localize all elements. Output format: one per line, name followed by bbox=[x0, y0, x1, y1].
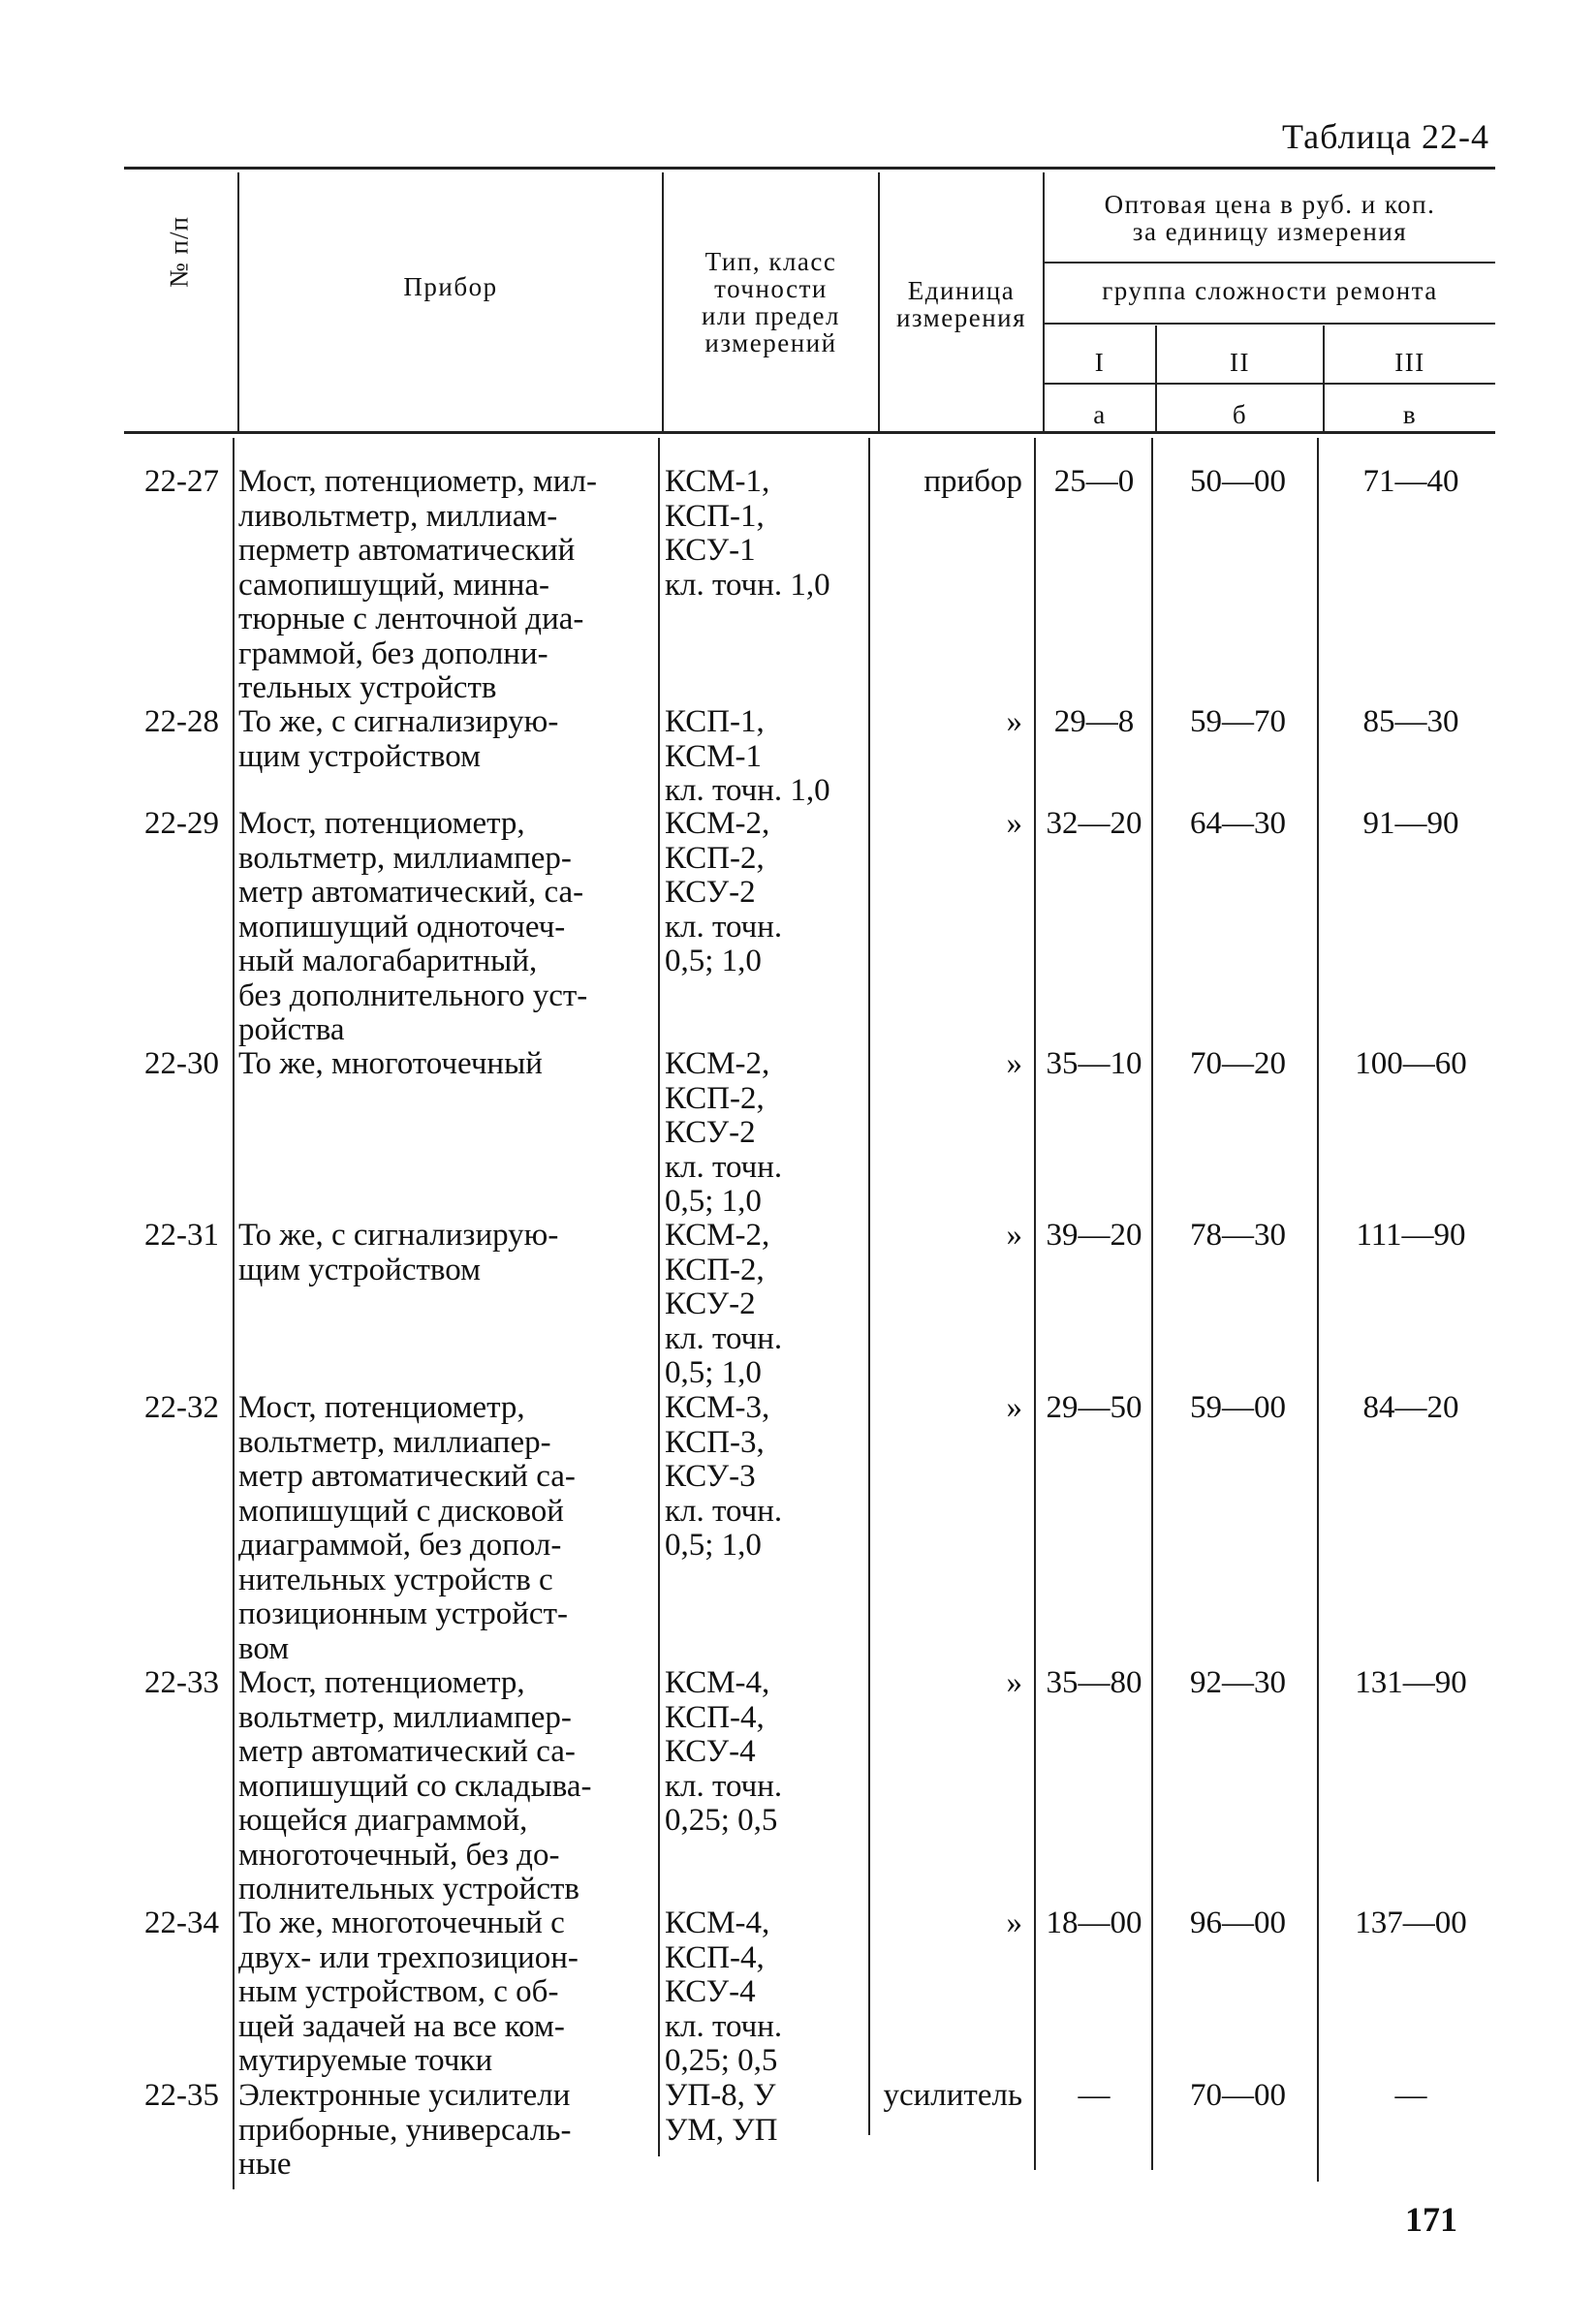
row-price-group-1: — bbox=[1078, 2078, 1111, 2113]
header-unit-line: измерения bbox=[895, 303, 1027, 332]
device-line: Мост, потенциометр, bbox=[238, 1390, 525, 1425]
row-price-group-1: 25—0 bbox=[1053, 464, 1135, 499]
row-unit: » bbox=[1006, 1665, 1022, 1700]
device-line: метр автоматический, са- bbox=[238, 875, 584, 910]
row-unit: » bbox=[1006, 704, 1022, 739]
device-line: ющейся диаграммой, bbox=[238, 1803, 528, 1838]
type-line: КСУ-2 bbox=[665, 875, 756, 910]
row-device bbox=[238, 1666, 653, 1907]
row-number: 22-35 bbox=[144, 2078, 219, 2113]
header-price bbox=[1045, 191, 1495, 245]
device-line: ливольтметр, миллиам- bbox=[238, 498, 558, 534]
device-line: самопишущий, минна- bbox=[238, 567, 550, 603]
device-line: вольтметр, миллиампер- bbox=[238, 1699, 572, 1735]
type-line: кл. точн. bbox=[665, 1768, 783, 1804]
row-price-group-2: 64—30 bbox=[1190, 806, 1286, 841]
row-unit: » bbox=[1006, 1390, 1022, 1425]
type-line: КСМ-4, bbox=[665, 1906, 770, 1940]
type-line: кл. точн. bbox=[665, 1320, 783, 1356]
type-line: КСУ-3 bbox=[665, 1459, 756, 1494]
row-price-group-2: 70—00 bbox=[1190, 2078, 1286, 2113]
type-line: кл. точн. bbox=[665, 909, 783, 945]
device-line: То же, многоточечный bbox=[238, 1046, 543, 1081]
header-rule-complexity bbox=[1045, 323, 1495, 325]
row-price-group-3: 111—90 bbox=[1356, 1218, 1466, 1253]
device-line: позиционным устройст- bbox=[238, 1596, 568, 1631]
header-letter-b: б bbox=[1232, 400, 1248, 429]
device-line: нительных устройств с bbox=[238, 1562, 553, 1597]
header-type-line: точности bbox=[714, 274, 828, 303]
header-group-2: II bbox=[1230, 348, 1250, 377]
device-line: То же, многоточечный с bbox=[238, 1906, 565, 1940]
row-price-group-1: 39—20 bbox=[1046, 1218, 1142, 1253]
row-number: 22-32 bbox=[144, 1390, 219, 1425]
device-line: щим устройством bbox=[238, 738, 482, 774]
device-line: мопишущий со складыва- bbox=[238, 1768, 592, 1804]
row-device bbox=[238, 1906, 653, 2079]
row-price-group-1: 35—10 bbox=[1046, 1046, 1142, 1081]
row-price-group-2: 96—00 bbox=[1190, 1906, 1286, 1940]
type-line: кл. точн. bbox=[665, 2008, 783, 2044]
type-line: КСП-3, bbox=[665, 1424, 765, 1460]
device-line: вольтметр, миллиапер- bbox=[238, 1424, 551, 1460]
header-price-line: Оптовая цена в руб. и коп. bbox=[1104, 190, 1436, 219]
row-type bbox=[665, 1391, 868, 1564]
device-line: полнительных устройств bbox=[238, 1872, 579, 1906]
type-line: КСП-2, bbox=[665, 840, 765, 876]
row-price-group-3: 71—40 bbox=[1362, 464, 1459, 499]
type-line: КСП-4, bbox=[665, 1939, 765, 1975]
row-price-group-3: 84—20 bbox=[1362, 1390, 1459, 1425]
type-line: КСМ-1 bbox=[665, 738, 763, 774]
row-type bbox=[665, 807, 868, 979]
row-number: 22-27 bbox=[144, 464, 219, 499]
device-line: вом bbox=[238, 1630, 290, 1666]
header-col-divider bbox=[662, 172, 664, 431]
row-number: 22-34 bbox=[144, 1906, 219, 1940]
row-price-group-3: 85—30 bbox=[1362, 704, 1459, 739]
device-line: перметр автоматический bbox=[238, 533, 576, 568]
row-number: 22-29 bbox=[144, 806, 219, 841]
header-rule-price bbox=[1045, 262, 1495, 263]
header-group-1: I bbox=[1094, 348, 1106, 377]
row-price-group-2: 78—30 bbox=[1190, 1218, 1286, 1253]
type-line: КСУ-2 bbox=[665, 1115, 756, 1150]
row-price-group-1: 29—8 bbox=[1053, 704, 1135, 739]
header-number: № п/п bbox=[164, 216, 194, 288]
row-type bbox=[665, 1906, 868, 2079]
device-line: тельных устройств bbox=[238, 670, 497, 705]
row-type bbox=[665, 1219, 868, 1391]
row-number: 22-28 bbox=[144, 704, 219, 739]
row-unit: » bbox=[1006, 1906, 1022, 1940]
device-line: ным устройством, с об- bbox=[238, 1974, 559, 2009]
row-type bbox=[665, 1666, 868, 1839]
row-device bbox=[238, 1047, 653, 1082]
type-line: КСП-2, bbox=[665, 1080, 765, 1116]
row-device bbox=[238, 1391, 653, 1666]
type-line: кл. точн. 1,0 bbox=[665, 567, 830, 603]
header-col-divider bbox=[237, 172, 239, 431]
row-type bbox=[665, 2079, 868, 2148]
type-line: 0,25; 0,5 bbox=[665, 1803, 778, 1838]
device-line: Электронные усилители bbox=[238, 2078, 571, 2113]
row-device bbox=[238, 2079, 653, 2183]
row-price-group-1: 32—20 bbox=[1046, 806, 1142, 841]
page-number: 171 bbox=[1405, 2200, 1457, 2239]
type-line: 0,5; 1,0 bbox=[665, 1355, 762, 1390]
device-line: ный малогабаритный, bbox=[238, 944, 538, 978]
device-line: мопишущий с дисковой bbox=[238, 1493, 564, 1529]
device-line: Мост, потенциометр, bbox=[238, 806, 525, 841]
device-line: ные bbox=[238, 2147, 292, 2182]
type-line: кл. точн. bbox=[665, 1493, 783, 1529]
row-device bbox=[238, 705, 653, 774]
type-line: КСУ-4 bbox=[665, 1734, 756, 1769]
device-line: метр автоматический са- bbox=[238, 1734, 576, 1769]
type-line: КСМ-2, bbox=[665, 806, 770, 841]
header-price-line: за единицу измерения bbox=[1132, 217, 1408, 246]
device-line: мутируемые точки bbox=[238, 2043, 493, 2078]
row-device bbox=[238, 807, 653, 1048]
type-line: КСУ-1 bbox=[665, 533, 756, 568]
type-line: КСП-2, bbox=[665, 1252, 765, 1287]
device-line: без дополнительного уст- bbox=[238, 977, 588, 1013]
device-line: Мост, потенциометр, мил- bbox=[238, 464, 597, 499]
row-price-group-1: 18—00 bbox=[1046, 1906, 1142, 1940]
row-number: 22-33 bbox=[144, 1665, 219, 1700]
type-line: 0,25; 0,5 bbox=[665, 2043, 778, 2078]
header-device: Прибор bbox=[403, 272, 498, 301]
row-unit: » bbox=[1006, 1046, 1022, 1081]
device-line: щей задачей на все ком- bbox=[238, 2008, 565, 2044]
type-line: 0,5; 1,0 bbox=[665, 1184, 762, 1219]
type-line: кл. точн. bbox=[665, 1149, 783, 1185]
device-line: тюрные с ленточной диа- bbox=[238, 602, 584, 636]
row-unit: усилитель bbox=[883, 2078, 1022, 2113]
type-line: 0,5; 1,0 bbox=[665, 944, 762, 978]
type-line: КСУ-2 bbox=[665, 1286, 756, 1321]
device-line: То же, с сигнализирую- bbox=[238, 704, 559, 739]
header-letter-a: а bbox=[1093, 400, 1107, 429]
row-price-group-2: 50—00 bbox=[1190, 464, 1286, 499]
row-price-group-2: 92—30 bbox=[1190, 1665, 1286, 1700]
type-line: КСП-4, bbox=[665, 1699, 765, 1735]
row-price-group-2: 59—00 bbox=[1190, 1390, 1286, 1425]
header-complexity: группа сложности ремонта bbox=[1102, 276, 1438, 305]
row-number: 22-30 bbox=[144, 1046, 219, 1081]
table-caption: Таблица 22-4 bbox=[1282, 117, 1489, 156]
type-line: УП-8, У bbox=[665, 2078, 776, 2113]
header-unit-line: Единица bbox=[907, 276, 1016, 305]
type-line: КСМ-4, bbox=[665, 1665, 770, 1700]
row-price-group-2: 70—20 bbox=[1190, 1046, 1286, 1081]
body-col-divider bbox=[868, 438, 870, 2135]
device-line: многоточечный, без до- bbox=[238, 1837, 560, 1873]
row-type bbox=[665, 1047, 868, 1220]
type-line: КСМ-1, bbox=[665, 464, 770, 499]
row-device bbox=[238, 1219, 653, 1287]
row-number: 22-31 bbox=[144, 1218, 219, 1253]
device-line: То же, с сигнализирую- bbox=[238, 1218, 559, 1253]
device-line: Мост, потенциометр, bbox=[238, 1665, 525, 1700]
header-unit bbox=[880, 277, 1043, 331]
row-price-group-3: 131—90 bbox=[1355, 1665, 1467, 1700]
header-type-line: Тип, класс bbox=[704, 247, 837, 276]
body-col-divider bbox=[233, 438, 235, 2189]
device-line: метр автоматический са- bbox=[238, 1459, 576, 1494]
type-line: УМ, УП bbox=[665, 2112, 778, 2148]
row-price-group-3: — bbox=[1394, 2078, 1427, 2113]
row-type bbox=[665, 705, 868, 809]
type-line: кл. точн. 1,0 bbox=[665, 773, 830, 808]
device-line: двух- или трехпозицион- bbox=[238, 1939, 579, 1975]
type-line: КСУ-4 bbox=[665, 1974, 756, 2009]
header-rule-groups bbox=[1045, 383, 1495, 385]
device-line: вольтметр, миллиампер- bbox=[238, 840, 572, 876]
type-line: КСМ-2, bbox=[665, 1218, 770, 1253]
row-unit: » bbox=[1006, 1218, 1022, 1253]
row-type bbox=[665, 465, 868, 603]
header-group-3: III bbox=[1394, 348, 1425, 377]
device-line: приборные, универсаль- bbox=[238, 2112, 572, 2148]
table-header-bottom-rule bbox=[124, 431, 1495, 434]
device-line: щим устройством bbox=[238, 1252, 482, 1287]
row-price-group-3: 137—00 bbox=[1355, 1906, 1467, 1940]
row-device bbox=[238, 465, 653, 706]
row-price-group-3: 100—60 bbox=[1355, 1046, 1467, 1081]
header-letter-c: в bbox=[1402, 400, 1418, 429]
header-type bbox=[667, 248, 875, 356]
row-unit: прибор bbox=[923, 464, 1022, 499]
row-price-group-1: 35—80 bbox=[1046, 1665, 1142, 1700]
table-top-rule bbox=[124, 167, 1495, 170]
type-line: КСП-1, bbox=[665, 498, 765, 534]
row-price-group-3: 91—90 bbox=[1362, 806, 1459, 841]
body-col-divider bbox=[658, 438, 660, 2156]
device-line: ройства bbox=[238, 1012, 345, 1047]
type-line: КСМ-3, bbox=[665, 1390, 770, 1425]
device-line: граммой, без дополни- bbox=[238, 635, 548, 671]
device-line: мопишущий одноточеч- bbox=[238, 909, 566, 945]
row-price-group-1: 29—50 bbox=[1046, 1390, 1142, 1425]
header-type-line: или предел bbox=[702, 301, 840, 330]
type-line: КСП-1, bbox=[665, 704, 765, 739]
header-type-line: измерений bbox=[704, 328, 837, 357]
type-line: 0,5; 1,0 bbox=[665, 1528, 762, 1563]
row-price-group-2: 59—70 bbox=[1190, 704, 1286, 739]
device-line: диаграммой, без допол- bbox=[238, 1528, 562, 1563]
row-unit: » bbox=[1006, 806, 1022, 841]
type-line: КСМ-2, bbox=[665, 1046, 770, 1081]
